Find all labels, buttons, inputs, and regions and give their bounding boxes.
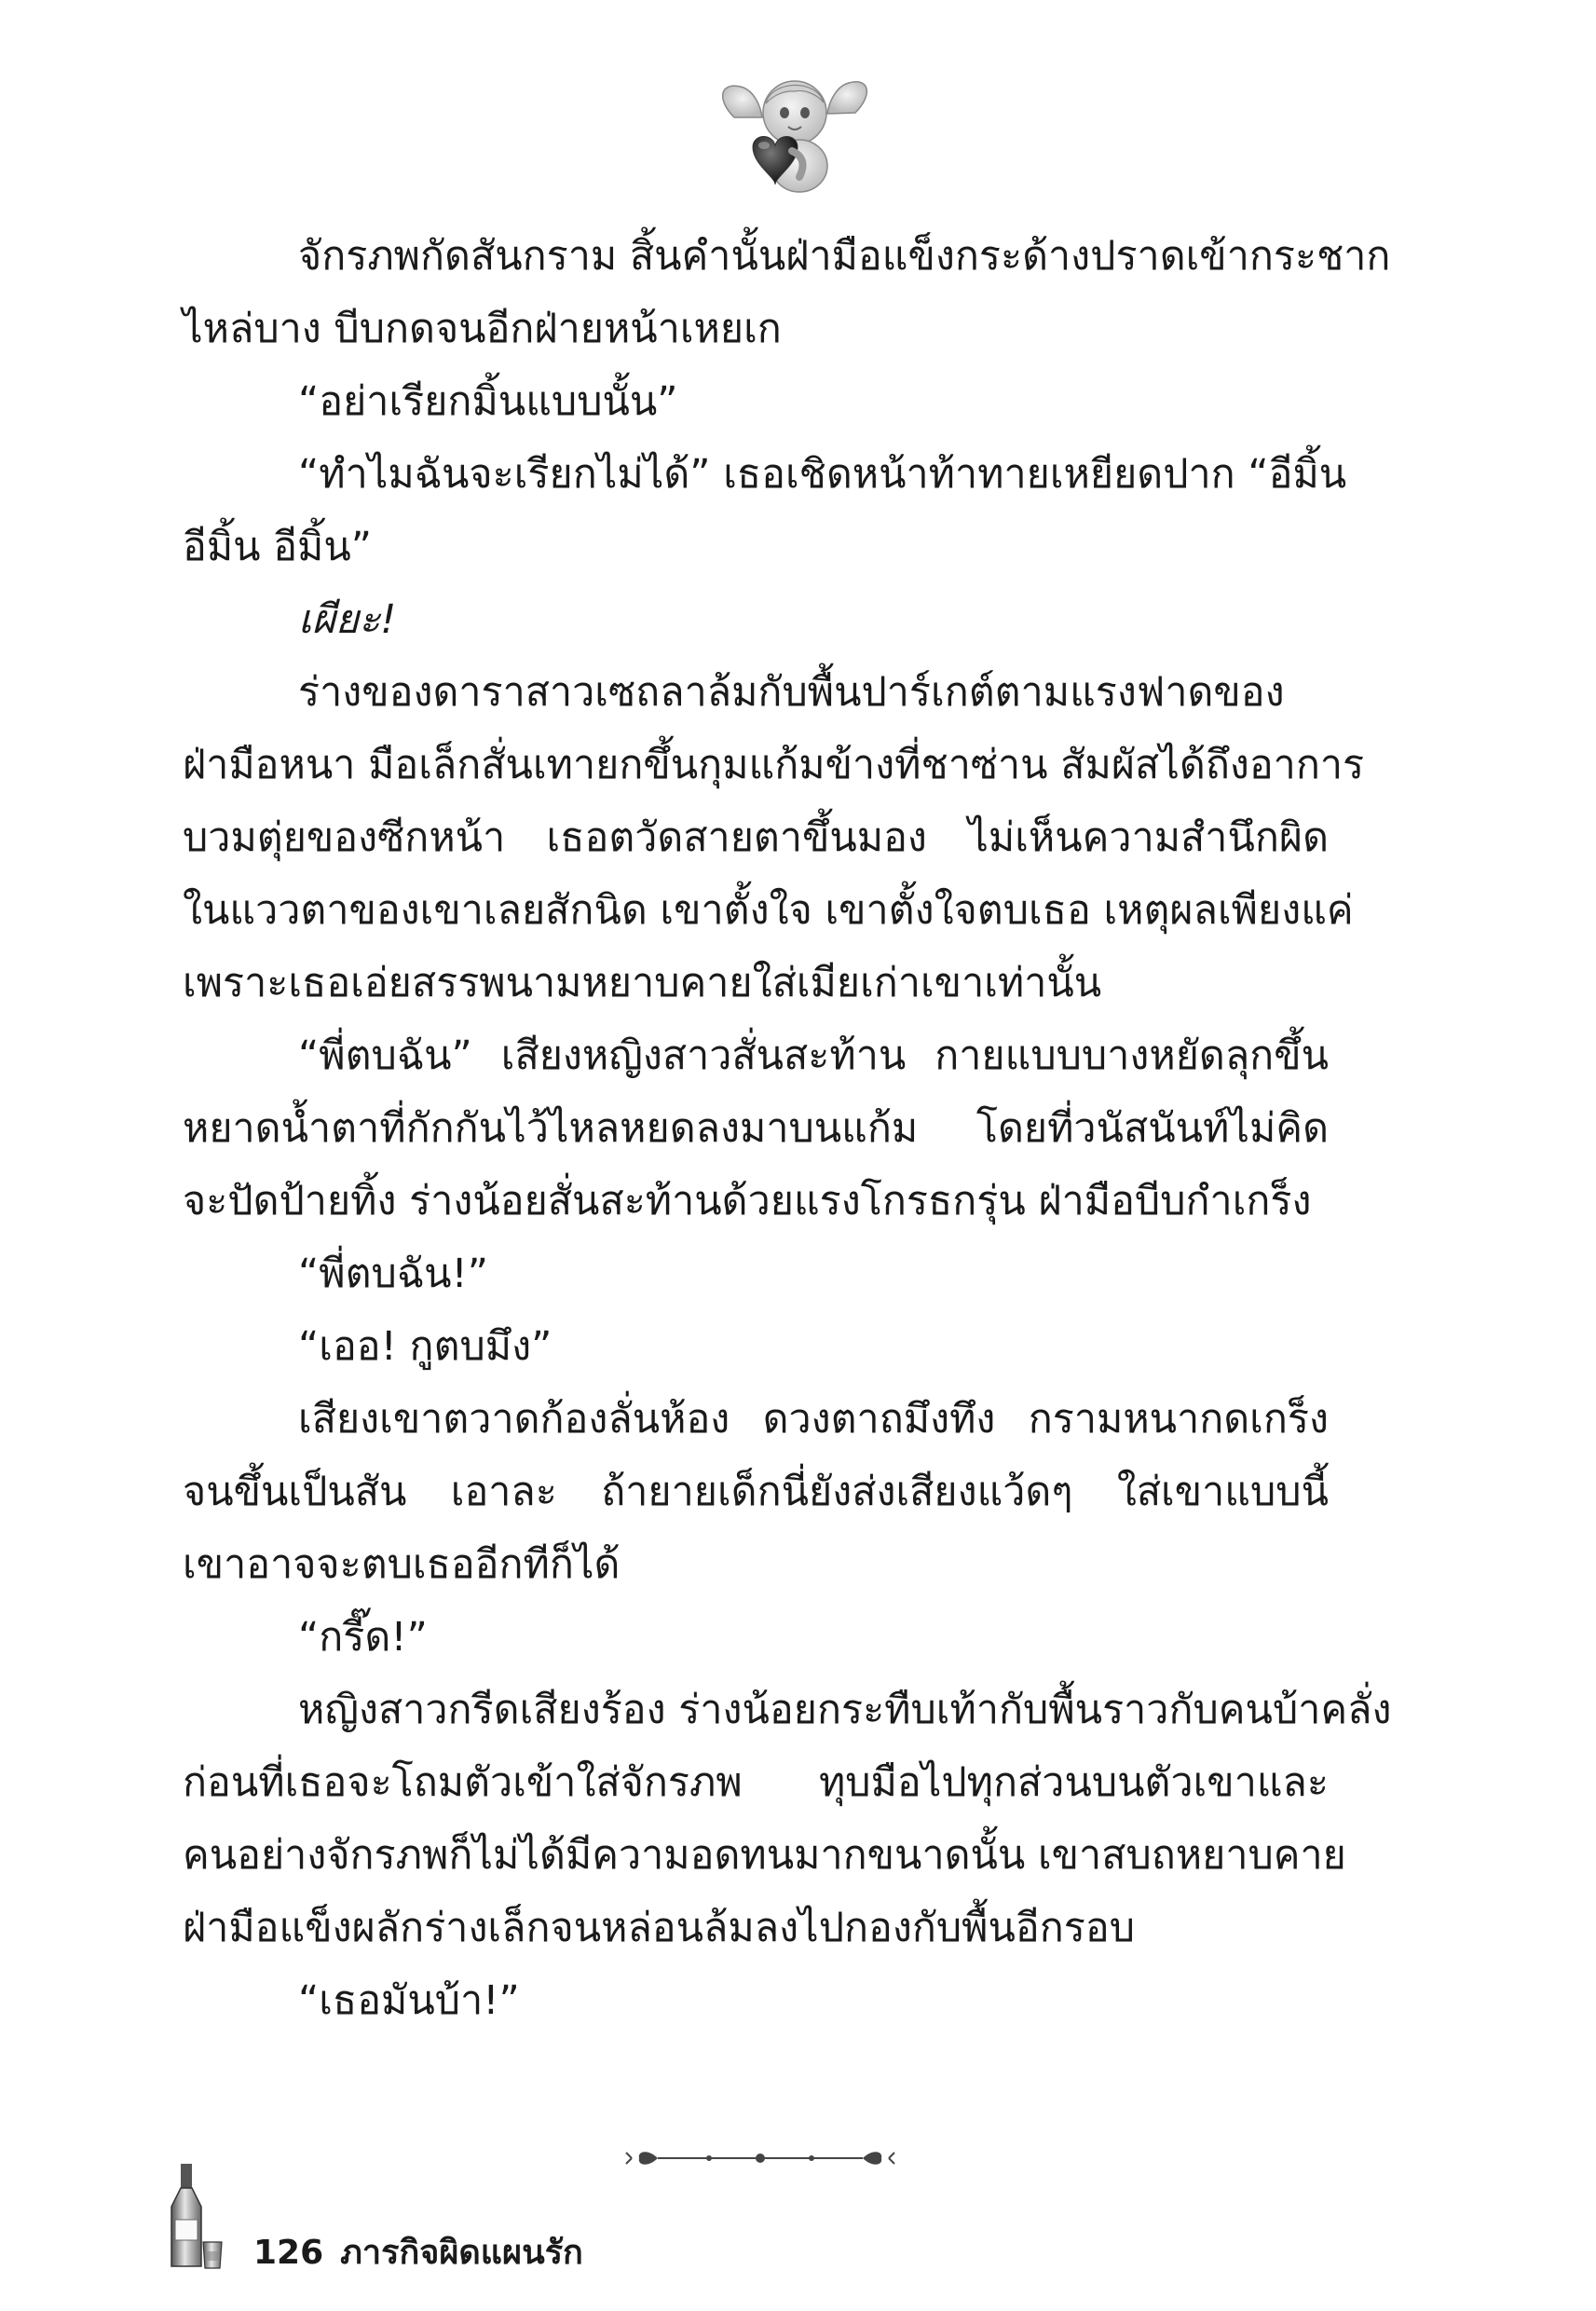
- text-line: “เธอมันบ้า!”: [298, 1977, 520, 2024]
- text-line: “อย่าเรียกมิ้นแบบนั้น”: [298, 378, 678, 425]
- text-line: “เออ! กูตบมึง”: [298, 1323, 552, 1370]
- text-line: เผียะ!: [298, 596, 397, 643]
- text-line: เพราะเธอเอ่ยสรรพนามหยาบคายใส่เมียเก่าเขาเท่านั้น: [183, 960, 1102, 1006]
- bottle-glass-icon: [168, 2162, 225, 2272]
- text-line: จนขึ้นเป็นสัน เอาละ ถ้ายายเด็กนี่ยังส่งเสียงแว้ดๆ ใส่เขาแบบนี้: [183, 1469, 1329, 1515]
- text-line: “พี่ตบฉัน” เสียงหญิงสาวสั่นสะท้าน กายแบบบางหยัดลุกขึ้น: [298, 1032, 1329, 1079]
- text-line: “พี่ตบฉัน!”: [298, 1251, 489, 1297]
- cupid-heart-icon: [706, 62, 883, 201]
- text-line: อีมิ้น อีมิ้น”: [183, 524, 373, 570]
- text-line: ฝ่ามือแข็งผลักร่างเล็กจนหล่อนล้มลงไปกองกับพื้นอีกรอบ: [183, 1905, 1135, 1951]
- text-line: ในแววตาของเขาเลยสักนิด เขาตั้งใจ เขาตั้งใจตบเธอ เหตุผลเพียงแค่: [183, 887, 1354, 934]
- text-line: ฝ่ามือหนา มือเล็กสั่นเทายกขึ้นกุมแก้มข้างที่ชาซ่าน สัมผัสได้ถึงอาการ: [183, 742, 1365, 788]
- text-line: ก่อนที่เธอจะโถมตัวเข้าใส่จักรภพ ทุบมือไปทุกส่วนบนตัวเขาและ: [183, 1759, 1329, 1806]
- text-line: “กรี๊ด!”: [298, 1614, 428, 1661]
- book-title: ภารกิจผิดแผนรัก: [340, 2234, 583, 2272]
- text-line: หญิงสาวกรีดเสียงร้อง ร่างน้อยกระทืบเท้ากับพื้นราวกับคนบ้าคลั่ง: [298, 1687, 1392, 1733]
- page-number: 126: [253, 2234, 324, 2272]
- footer-label: [253, 2225, 600, 2278]
- text-line: จะปัดป้ายทิ้ง ร่างน้อยสั่นสะท้านด้วยแรงโกรธกรุ่น ฝ่ามือบีบกำเกร็ง: [183, 1178, 1312, 1224]
- text-line: หยาดน้ำตาที่กักกันไว้ไหลหยดลงมาบนแก้ม โดยที่วนัสนันท์ไม่คิด: [183, 1105, 1329, 1152]
- text-line: เขาอาจจะตบเธออีกทีก็ได้: [183, 1541, 621, 1588]
- text-line: ไหล่บาง บีบกดจนอีกฝ่ายหน้าเหยเก: [183, 306, 782, 352]
- text-line: เสียงเขาตวาดก้องลั่นห้อง ดวงตาถมึงทึง กรามหนากดเกร็ง: [298, 1396, 1329, 1443]
- text-line: ร่างของดาราสาวเซถลาล้มกับพื้นปาร์เกต์ตามแรงฟาดของ: [298, 669, 1285, 716]
- text-line: “ทำไมฉันจะเรียกไม่ได้” เธอเชิดหน้าท้าทายเหยียดปาก “อีมิ้น: [298, 451, 1347, 498]
- text-line: บวมตุ่ยของซีกหน้า เธอตวัดสายตาขึ้นมอง ไม่เห็นความสำนึกผิด: [183, 814, 1329, 861]
- chapter-body-text: [183, 220, 1392, 2037]
- text-line: คนอย่างจักรภพก็ไม่ได้มีความอดทนมากขนาดนั้น เขาสบถหยาบคาย: [183, 1832, 1346, 1879]
- text-line: จักรภพกัดสันกราม สิ้นคำนั้นฝ่ามือแข็งกระด้างปราดเข้ากระชาก: [298, 233, 1391, 280]
- page-footer: [168, 2162, 727, 2274]
